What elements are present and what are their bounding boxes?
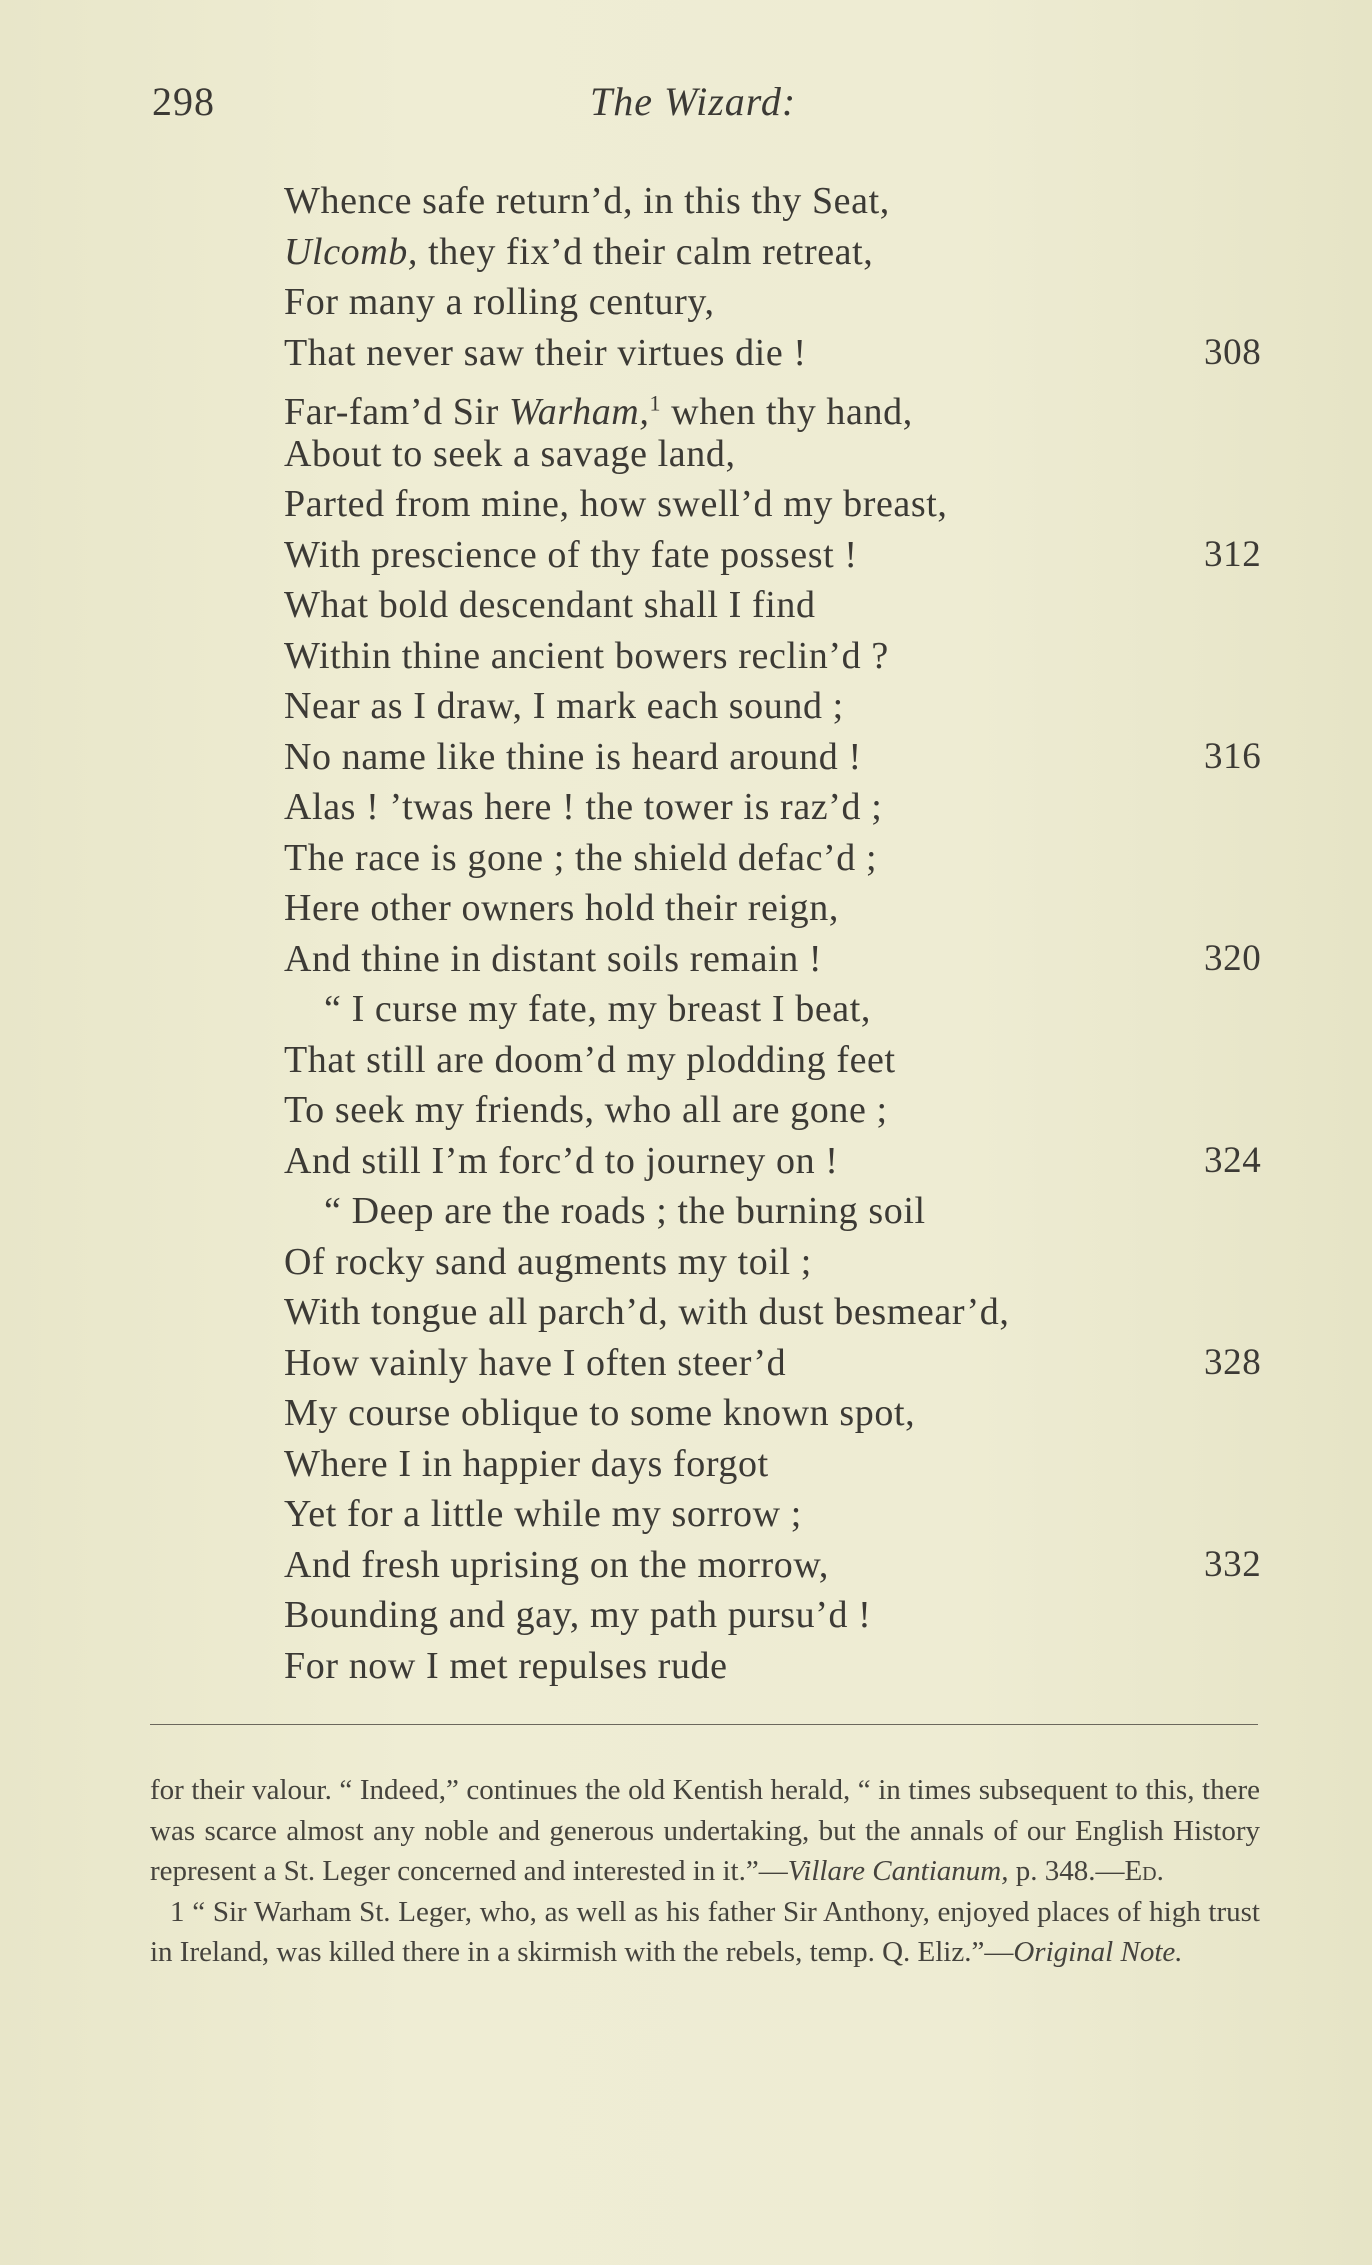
verse-line — [284, 328, 1284, 379]
verse-text — [284, 231, 873, 273]
verse-text: Where I in happier days forgot — [284, 1442, 769, 1485]
line-number: 312 — [1204, 533, 1262, 575]
verse-line — [284, 883, 1284, 934]
verse-text: Alas ! ’twas here ! the tower is raz’d ; — [284, 786, 883, 828]
footnote-text-tail: p. 348.— — [1008, 1855, 1125, 1887]
verse-line — [284, 1540, 1284, 1591]
verse-text: “ I curse my fate, my breast I beat, — [324, 988, 872, 1030]
verse-text: And fresh uprising on the morrow, — [284, 1543, 830, 1586]
verse-text: And still I’m forc’d to journey on ! — [284, 1139, 839, 1182]
verse-line — [284, 833, 1284, 884]
line-number: 332 — [1204, 1543, 1262, 1585]
verse-line — [284, 1287, 1284, 1338]
verse-text: That never saw their virtues die ! — [284, 331, 807, 374]
poem-body — [284, 176, 1284, 1691]
verse-text-after: they fix’d their calm retreat, — [418, 230, 874, 273]
verse-text: With tongue all parch’d, with dust besmear’d, — [284, 1291, 1010, 1333]
footnote-text: for their valour. “ Indeed,” continues the old Kentish herald, “ in times subsequent to this, there was scarce almost any noble and generous undertaking, but the annals of our English History represent a St. Leger concerned and interested in it.”— — [150, 1774, 1260, 1887]
verse-line — [284, 732, 1284, 783]
footnote-rule — [150, 1724, 1258, 1725]
verse-text-before: Far-fam’d Sir — [284, 390, 510, 433]
verse-text: What bold descendant shall I find — [284, 584, 816, 626]
verse-line — [284, 1186, 1284, 1237]
verse-line — [284, 1641, 1284, 1692]
verse-text: About to seek a savage land, — [284, 432, 736, 475]
verse-text: “ Deep are the roads ; the burning soil — [324, 1190, 926, 1232]
verse-line — [284, 1439, 1284, 1490]
verse-line — [284, 1388, 1284, 1439]
verse-text: My course oblique to some known spot, — [284, 1392, 916, 1434]
verse-line — [284, 1085, 1284, 1136]
verse-line — [284, 580, 1284, 631]
verse-text: Near as I draw, I mark each sound ; — [284, 685, 844, 727]
verse-line — [284, 1035, 1284, 1086]
verse-text: And thine in distant soils remain ! — [284, 937, 823, 980]
verse-line — [284, 277, 1284, 328]
place-name: Ulcomb, — [284, 230, 419, 273]
verse-line — [284, 429, 1284, 480]
verse-text: To seek my friends, who all are gone ; — [284, 1089, 888, 1131]
footnote-source: Original Note. — [1013, 1936, 1183, 1968]
person-name: Warham, — [509, 390, 650, 433]
verse-line — [284, 1590, 1284, 1641]
footnote-1 — [150, 1892, 1260, 1973]
editor-mark: Ed. — [1124, 1855, 1164, 1887]
verse-text: Bounding and gay, my path pursu’d ! — [284, 1594, 872, 1636]
footnote-text: “ Sir Warham St. Leger, who, as well as his father Sir Anthony, enjoyed places of high trust in Ireland, was killed there in a skirmish with the rebels, temp. Q. Eliz.”— — [150, 1895, 1260, 1968]
verse-text: For many a rolling century, — [284, 281, 715, 323]
footnote-reference: 1 — [649, 390, 662, 415]
verse-line — [284, 1338, 1284, 1389]
line-number: 324 — [1204, 1139, 1262, 1181]
verse-line — [284, 1237, 1284, 1288]
verse-text: For now I met repulses rude — [284, 1644, 728, 1687]
verse-line — [284, 176, 1284, 227]
verse-line — [284, 530, 1284, 581]
verse-line — [284, 934, 1284, 985]
footnotes — [150, 1770, 1260, 1973]
line-number: 328 — [1204, 1341, 1262, 1383]
verse-line — [284, 227, 1284, 278]
verse-line — [284, 1136, 1284, 1187]
verse-line — [284, 479, 1284, 530]
verse-text: How vainly have I often steer’d — [284, 1341, 787, 1384]
verse-text: With prescience of thy fate possest ! — [284, 533, 858, 576]
verse-text: The race is gone ; the shield defac’d ; — [284, 836, 878, 879]
verse-text: Parted from mine, how swell’d my breast, — [284, 483, 948, 525]
footnote-marker: 1 — [170, 1895, 185, 1928]
footnote-continued — [150, 1770, 1260, 1892]
verse-line — [284, 681, 1284, 732]
verse-text: That still are doom’d my plodding feet — [284, 1038, 896, 1081]
running-title: The Wizard: — [590, 79, 797, 124]
line-number: 320 — [1204, 937, 1262, 979]
verse-text: Of rocky sand augments my toil ; — [284, 1240, 812, 1283]
verse-line — [284, 631, 1284, 682]
verse-text: Yet for a little while my sorrow ; — [284, 1493, 802, 1535]
verse-text-after: when thy hand, — [661, 390, 913, 433]
verse-line — [284, 782, 1284, 833]
verse-line — [284, 1489, 1284, 1540]
footnote-source: Villare Cantianum, — [787, 1855, 1009, 1887]
line-number: 308 — [1204, 331, 1262, 373]
verse-text — [284, 391, 913, 433]
verse-text: Within thine ancient bowers reclin’d ? — [284, 634, 889, 677]
verse-text: No name like thine is heard around ! — [284, 735, 862, 778]
verse-line — [284, 984, 1284, 1035]
verse-text: Whence safe return’d, in this thy Seat, — [284, 180, 890, 222]
verse-text: Here other owners hold their reign, — [284, 887, 839, 929]
page-number: 298 — [152, 79, 215, 124]
line-number: 316 — [1204, 735, 1262, 777]
verse-line — [284, 378, 1284, 433]
